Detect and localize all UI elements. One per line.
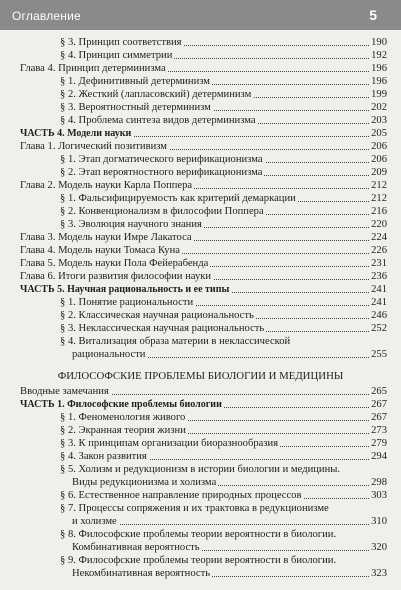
toc-page-number: 202	[371, 102, 387, 113]
toc-entry-label: § 2. Жесткий (лапласовский) детерминизм	[60, 89, 252, 100]
toc-entry-label: Глава 3. Модель науки Имре Лакатоса	[20, 232, 192, 243]
toc-entry-label: § 1. Фальсифицируемость как критерий демаркации	[60, 193, 296, 204]
toc-page-number: 192	[371, 50, 387, 61]
toc-entry-label: § 1. Феноменология живого	[60, 412, 186, 423]
toc-entry-label: § 4. Принцип симметрии	[60, 50, 173, 61]
toc-page-number: 236	[371, 271, 387, 282]
toc-page-number: 267	[371, 399, 387, 410]
toc-entry-label: и холизме	[72, 516, 117, 527]
toc-page-number: 216	[371, 206, 387, 217]
toc-page-number: 209	[371, 167, 387, 178]
dot-leader	[72, 524, 385, 525]
toc-entry-label: § 3. Эволюция научного знания	[60, 219, 202, 230]
toc-entry-label: Глава 2. Модель науки Карла Поппера	[20, 180, 193, 191]
toc-chapter-row	[0, 62, 401, 75]
toc-page-number: 323	[371, 568, 387, 579]
toc-entry-label: § 3. Неклассическая научная рациональность	[60, 323, 265, 334]
toc-section-row	[0, 502, 401, 515]
toc-section-row	[0, 205, 401, 218]
toc-entry-label: § 8. Философские проблемы теории вероятности в биологии.	[60, 529, 337, 540]
toc-section-row	[0, 450, 401, 463]
toc-section-row	[0, 567, 401, 580]
toc-section-row	[0, 322, 401, 335]
toc-page-number: 303	[371, 490, 387, 501]
toc-section-row	[0, 476, 401, 489]
toc-section-row	[0, 489, 401, 502]
toc-section-row	[0, 335, 401, 348]
toc-part-row	[0, 127, 401, 140]
toc-page-number: 212	[371, 180, 387, 191]
toc-page-number: 294	[371, 451, 387, 462]
toc-page-number: 203	[371, 115, 387, 126]
header-page-number: 5	[369, 7, 377, 23]
toc-entry-label: § 9. Философские проблемы теории вероятности в биологии.	[60, 555, 337, 566]
toc-page-number: 252	[371, 323, 387, 334]
toc-section-row	[0, 75, 401, 88]
toc-entry-label: § 2. Классическая научная рациональность	[60, 310, 254, 321]
toc-page-number: 320	[371, 542, 387, 553]
toc-part-row	[0, 398, 401, 411]
toc-entry-label: Глава 5. Модель науки Пола Фейерабенда	[20, 258, 209, 269]
toc-entry-label: ЧАСТЬ 1. Философские проблемы биологии	[20, 399, 222, 410]
toc-page-number: 206	[371, 154, 387, 165]
toc-section-row	[0, 101, 401, 114]
toc-page-number: 205	[371, 128, 387, 139]
toc-page-number: 267	[371, 412, 387, 423]
toc-section-row	[0, 437, 401, 450]
toc-section-row	[0, 153, 401, 166]
toc-section-row	[0, 554, 401, 567]
page-header	[0, 0, 401, 30]
toc-section-row	[0, 192, 401, 205]
toc-entry-label: § 2. Экранная теория жизни	[60, 425, 186, 436]
toc-entry-label: Глава 4. Принцип детерминизма	[20, 63, 166, 74]
toc-entry-label: ЧАСТЬ 5. Научная рациональность и ее типы	[20, 284, 230, 295]
toc-entry-label: Глава 6. Итоги развития философии науки	[20, 271, 212, 282]
toc-entry-label: § 4. Витализация образа материи в неклассической	[60, 336, 291, 347]
toc-entry-label: § 5. Холизм и редукционизм в истории биологии и медицины.	[60, 464, 341, 475]
toc-part-row	[0, 283, 401, 296]
toc-entry-label: § 3. Принцип соответствия	[60, 37, 182, 48]
toc-page-number: 231	[371, 258, 387, 269]
toc-chapter-row	[0, 244, 401, 257]
toc-entry-label: § 6. Естественное направление природных процессов	[60, 490, 302, 501]
toc-entry-label: Глава 4. Модель науки Томаса Куна	[20, 245, 180, 256]
toc-section-row	[0, 296, 401, 309]
toc-section-row	[0, 541, 401, 554]
toc-entry-label: Вводные замечания	[20, 386, 109, 397]
toc-entry-label: § 3. Вероятностный детерминизм	[60, 102, 211, 113]
toc-entry-label: Виды редукционизма и холизма	[72, 477, 217, 488]
section-title: ФИЛОСОФСКИЕ ПРОБЛЕМЫ БИОЛОГИИ И МЕДИЦИНЫ	[57, 370, 344, 382]
toc-page-number: 206	[371, 141, 387, 152]
header-title: Оглавление	[12, 9, 81, 23]
toc-entry-label: § 1. Этап догматического верификационизма	[60, 154, 263, 165]
toc-entry-label: § 4. Проблема синтеза видов детерминизма	[60, 115, 256, 126]
toc-section-row	[0, 463, 401, 476]
toc-page-number: 212	[371, 193, 387, 204]
toc-page-number: 226	[371, 245, 387, 256]
toc-chapter-row	[0, 231, 401, 244]
toc-section-row	[0, 36, 401, 49]
toc-chapter-row	[0, 257, 401, 270]
toc-section-row	[0, 166, 401, 179]
toc-section-row	[0, 309, 401, 322]
toc-entry-label: § 1. Дефинитивный детерминизм	[60, 76, 211, 87]
toc-entry-label: § 1. Понятие рациональности	[60, 297, 194, 308]
toc-page-number: 298	[371, 477, 387, 488]
toc-entry-label: § 2. Этап вероятностного верификационизма	[60, 167, 263, 178]
toc-section-row	[0, 424, 401, 437]
toc-page-number: 279	[371, 438, 387, 449]
toc-entry-label: Глава 1. Логический позитивизм	[20, 141, 168, 152]
toc-chapter-row	[0, 385, 401, 398]
toc-page-number: 224	[371, 232, 387, 243]
toc-section-row	[0, 348, 401, 361]
toc-chapter-row	[0, 270, 401, 283]
toc-page-number: 196	[371, 63, 387, 74]
toc-entry-label: ЧАСТЬ 4. Модели науки	[20, 128, 132, 139]
toc-page-number: 246	[371, 310, 387, 321]
toc-section-row	[0, 218, 401, 231]
toc-section-row	[0, 528, 401, 541]
toc-entry-label: § 2. Конвенционализм в философии Поппера	[60, 206, 264, 217]
toc-page-number: 190	[371, 37, 387, 48]
toc-page-number: 199	[371, 89, 387, 100]
toc-chapter-row	[0, 179, 401, 192]
toc-section-row	[0, 114, 401, 127]
toc-section-row	[0, 49, 401, 62]
toc-page-number: 241	[371, 284, 387, 295]
toc-entry-label: § 4. Закон развития	[60, 451, 147, 462]
toc-chapter-row	[0, 140, 401, 153]
toc-entry-label: Некомбинативная вероятность	[72, 568, 211, 579]
toc-page-number: 310	[371, 516, 387, 527]
toc-page-number: 241	[371, 297, 387, 308]
toc-entry-label: § 3. К принципам организации биоразнообразия	[60, 438, 279, 449]
toc-section-row	[0, 411, 401, 424]
toc-page-number: 273	[371, 425, 387, 436]
toc-entry-label: Комбинативная вероятность	[72, 542, 200, 553]
toc-page-number: 265	[371, 386, 387, 397]
toc-entry-label: § 7. Процессы сопряжения и их трактовка в редукционизме	[60, 503, 329, 514]
toc-page-number: 196	[371, 76, 387, 87]
toc-page-number: 220	[371, 219, 387, 230]
toc-page-number: 255	[371, 349, 387, 360]
toc-entry-label: рациональности	[72, 349, 146, 360]
toc-section-row	[0, 515, 401, 528]
toc-section-row	[0, 88, 401, 101]
